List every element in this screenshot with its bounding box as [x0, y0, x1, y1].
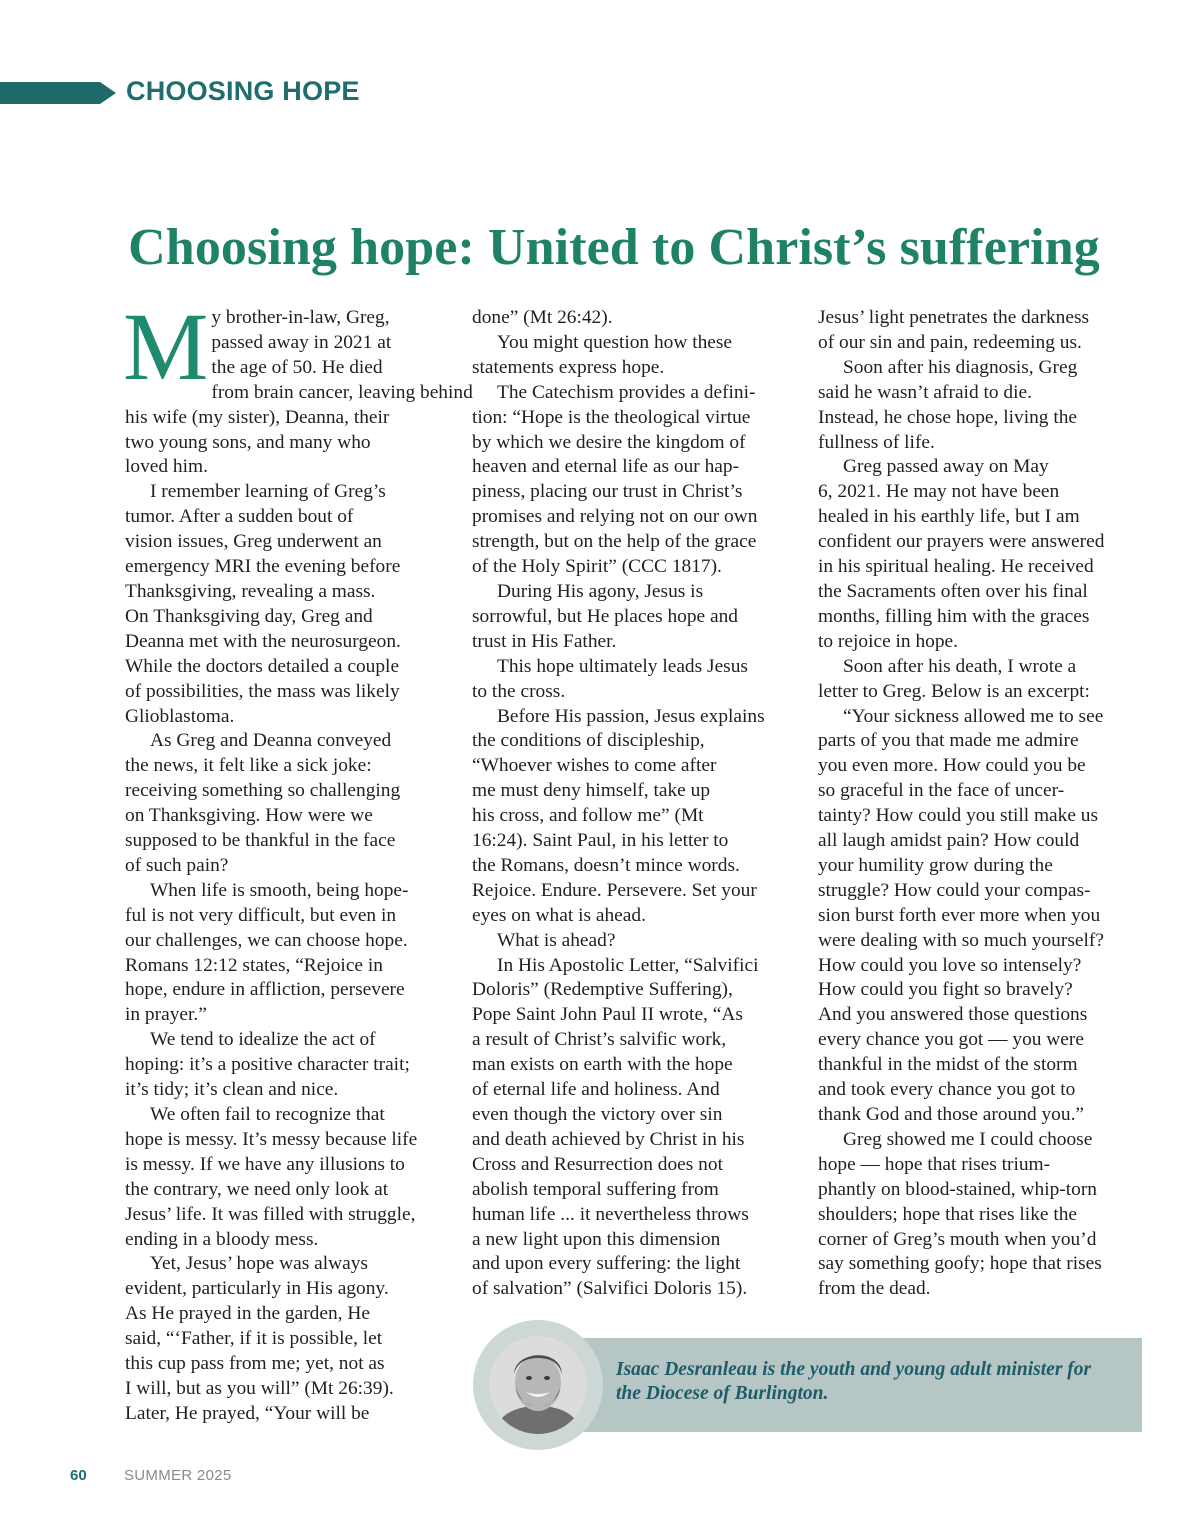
body-line: evident, particularly in His agony. [125, 1278, 389, 1300]
body-line: supposed to be thankful in the face [125, 830, 396, 852]
body-line: letter to Greg. Below is an excerpt: [818, 680, 1090, 702]
body-line: and took every chance you got to [818, 1079, 1076, 1101]
body-line: to the cross. [472, 680, 566, 702]
body-line: strength, but on the help of the grace [472, 531, 757, 553]
body-line: were dealing with so much yourself? [818, 929, 1104, 951]
issue-label: SUMMER 2025 [124, 1467, 232, 1484]
body-line: While the doctors detailed a couple [125, 655, 400, 677]
body-line: thank God and those around you.” [818, 1104, 1085, 1125]
body-line: hope is messy. It’s messy because life [125, 1128, 418, 1150]
body-line: How could you love so intensely? [818, 954, 1082, 976]
body-line: passed away in 2021 at [211, 331, 392, 353]
author-photo [489, 1336, 587, 1434]
body-line: Glioblastoma. [125, 705, 235, 727]
column-3-lines [818, 306, 1138, 1302]
body-line: a new light upon this dimension [472, 1228, 721, 1250]
body-line: Romans 12:12 states, “Rejoice in [125, 954, 383, 976]
body-line: In His Apostolic Letter, “Salvifici [497, 954, 759, 976]
body-line: said he wasn’t afraid to die. [818, 381, 1032, 403]
body-line: confident our prayers were answered [818, 531, 1105, 553]
body-line: healed in his earthly life, but I am [818, 506, 1080, 528]
body-line: of salvation” (Salvifici Doloris 15). [472, 1278, 748, 1300]
body-line: promises and relying not on our own [472, 506, 758, 528]
body-line: from brain cancer, leaving behind [211, 381, 473, 403]
body-line: a result of Christ’s salvific work, [472, 1029, 727, 1051]
body-line: Soon after his death, I wrote a [843, 655, 1077, 677]
body-line: loved him. [125, 456, 208, 478]
page-number: 60 [70, 1467, 87, 1484]
body-line: Jesus’ light penetrates the darkness [818, 307, 1090, 328]
body-line: hope — hope that rises trium- [818, 1153, 1051, 1175]
body-line: and death achieved by Christ in his [472, 1128, 745, 1150]
body-line: of eternal life and holiness. And [472, 1079, 720, 1101]
body-line: me must deny himself, take up [472, 780, 711, 802]
body-line: it’s tidy; it’s clean and nice. [125, 1079, 339, 1101]
body-line: to rejoice in hope. [818, 630, 958, 652]
body-line: Jesus’ life. It was filled with struggle, [125, 1203, 416, 1225]
body-line: from the dead. [818, 1278, 931, 1300]
column-1-lines [123, 293, 473, 1427]
author-bio-line-2: the Diocese of Burlington. [616, 1383, 829, 1404]
body-line: sion burst forth ever more when you [818, 904, 1101, 926]
body-line: abolish temporal suffering from [472, 1178, 719, 1200]
body-line: This hope ultimately leads Jesus [497, 655, 748, 677]
body-line: the conditions of discipleship, [472, 730, 705, 752]
body-line: And you answered those questions [818, 1004, 1088, 1026]
body-line: hoping: it’s a positive character trait; [125, 1054, 410, 1076]
body-line: You might question how these [497, 331, 733, 353]
body-line: During His agony, Jesus is [497, 580, 704, 602]
body-line: the contrary, we need only look at [125, 1178, 389, 1200]
body-line: Later, He prayed, “Your will be [125, 1402, 370, 1424]
column-2-lines [472, 306, 790, 1302]
body-line: y brother-in-law, Greg, [211, 307, 390, 328]
body-line: in prayer.” [125, 1004, 207, 1026]
body-line: hope, endure in affliction, persevere [125, 979, 405, 1001]
body-line: the news, it felt like a sick joke: [125, 755, 372, 777]
body-line: on Thanksgiving. How were we [125, 805, 373, 827]
body-line: in his spiritual healing. He received [818, 556, 1094, 578]
body-line: Deanna met with the neurosurgeon. [125, 630, 401, 652]
body-line: Rejoice. Endure. Persevere. Set your [472, 879, 757, 901]
body-line: this cup pass from me; yet, not as [125, 1353, 385, 1375]
body-line: your humility grow during the [818, 854, 1053, 876]
article-column-3 [818, 306, 1138, 1302]
body-line: The Catechism provides a defini- [497, 381, 756, 403]
body-line: corner of Greg’s mouth when you’d [818, 1228, 1097, 1250]
body-line: fullness of life. [818, 431, 935, 453]
article-column-1 [123, 293, 473, 1427]
body-line: of our sin and pain, redeeming us. [818, 331, 1082, 353]
body-line: Greg passed away on May [843, 456, 1049, 478]
body-line: We tend to idealize the act of [150, 1029, 376, 1051]
body-line: is messy. If we have any illusions to [125, 1153, 405, 1175]
body-line: by which we desire the kingdom of [472, 431, 746, 453]
body-line: struggle? How could your compas- [818, 879, 1091, 901]
body-line: shoulders; hope that rises like the [818, 1203, 1078, 1225]
body-line: the Sacraments often over his final [818, 580, 1088, 602]
body-line: Doloris” (Redemptive Suffering), [472, 979, 733, 1001]
body-line: so graceful in the face of uncer- [818, 780, 1065, 802]
article-title: Choosing hope: United to Christ’s suffering [128, 219, 1100, 276]
body-line: I will, but as you will” (Mt 26:39). [125, 1377, 394, 1399]
body-line: “Whoever wishes to come after [472, 755, 717, 777]
body-line: trust in His Father. [472, 630, 617, 652]
body-line: Pope Saint John Paul II wrote, “As [472, 1004, 743, 1026]
body-line: tion: “Hope is the theological virtue [472, 406, 751, 428]
body-line: all laugh amidst pain? How could [818, 830, 1080, 852]
author-bio [616, 1358, 1126, 1406]
body-line: our challenges, we can choose hope. [125, 929, 408, 951]
body-line: two young sons, and many who [125, 431, 371, 453]
body-line: said, “‘Father, if it is possible, let [125, 1328, 383, 1350]
body-line: ending in a bloody mess. [125, 1228, 319, 1250]
body-line: I remember learning of Greg’s [150, 481, 386, 503]
body-line: say something goofy; hope that rises [818, 1253, 1102, 1275]
body-line: We often fail to recognize that [150, 1104, 385, 1125]
author-bio-line-1: Isaac Desranleau is the youth and young adult minister for [616, 1359, 1092, 1380]
section-arrow-icon [100, 82, 116, 104]
body-line: On Thanksgiving day, Greg and [125, 605, 373, 627]
body-line: his wife (my sister), Deanna, their [125, 406, 390, 428]
body-line: and upon every suffering: the light [472, 1253, 741, 1275]
body-line: Thanksgiving, revealing a mass. [125, 580, 376, 602]
body-line: tainty? How could you still make us [818, 805, 1099, 827]
body-line: tumor. After a sudden bout of [125, 506, 354, 528]
body-line: piness, placing our trust in Christ’s [472, 481, 743, 503]
body-line: ful is not very difficult, but even in [125, 904, 397, 926]
body-line: emergency MRI the evening before [125, 556, 401, 578]
body-line: parts of you that made me admire [818, 730, 1079, 752]
section-label: CHOOSING HOPE [126, 76, 360, 106]
body-line: As Greg and Deanna conveyed [150, 730, 392, 752]
body-line: the Romans, doesn’t mince words. [472, 854, 740, 876]
body-line: Greg showed me I could choose [843, 1128, 1093, 1150]
body-line: How could you fight so bravely? [818, 979, 1073, 1001]
section-bar [0, 82, 100, 104]
body-line: thankful in the midst of the storm [818, 1054, 1078, 1076]
body-line: the age of 50. He died [211, 356, 383, 378]
body-line: human life ... it nevertheless throws [472, 1203, 749, 1225]
body-line: Soon after his diagnosis, Greg [843, 356, 1078, 378]
body-line: receiving something so challenging [125, 780, 401, 802]
body-line: vision issues, Greg underwent an [125, 531, 382, 553]
body-line: Cross and Resurrection does not [472, 1153, 723, 1175]
body-line: of such pain? [125, 854, 229, 876]
body-line: done” (Mt 26:42). [472, 307, 613, 328]
body-line: What is ahead? [497, 929, 616, 951]
body-line: When life is smooth, being hope- [150, 879, 409, 901]
body-line: Before His passion, Jesus explains [497, 705, 765, 727]
body-line: Instead, he chose hope, living the [818, 406, 1078, 428]
body-line: of possibilities, the mass was likely [125, 680, 400, 702]
body-line: “Your sickness allowed me to see [843, 705, 1104, 727]
body-line: of the Holy Spirit” (CCC 1817). [472, 556, 722, 578]
body-line: sorrowful, but He places hope and [472, 605, 739, 627]
body-line: 6, 2021. He may not have been [818, 481, 1060, 503]
body-line: statements express hope. [472, 356, 665, 378]
body-line: heaven and eternal life as our hap- [472, 456, 740, 478]
body-line: Yet, Jesus’ hope was always [150, 1253, 368, 1275]
body-line: months, filling him with the graces [818, 605, 1090, 627]
body-line: 16:24). Saint Paul, in his letter to [472, 830, 729, 852]
body-line: you even more. How could you be [818, 755, 1086, 777]
body-line: man exists on earth with the hope [472, 1054, 733, 1076]
body-line: phantly on blood-stained, whip-torn [818, 1178, 1097, 1200]
body-line: his cross, and follow me” (Mt [472, 805, 704, 827]
author-portrait-icon [489, 1336, 587, 1434]
body-line: even though the victory over sin [472, 1104, 723, 1125]
body-line: eyes on what is ahead. [472, 904, 646, 926]
drop-cap: M [123, 293, 209, 400]
body-line: every chance you got — you were [818, 1029, 1084, 1051]
body-line: As He prayed in the garden, He [125, 1303, 370, 1325]
article-column-2 [472, 306, 790, 1302]
